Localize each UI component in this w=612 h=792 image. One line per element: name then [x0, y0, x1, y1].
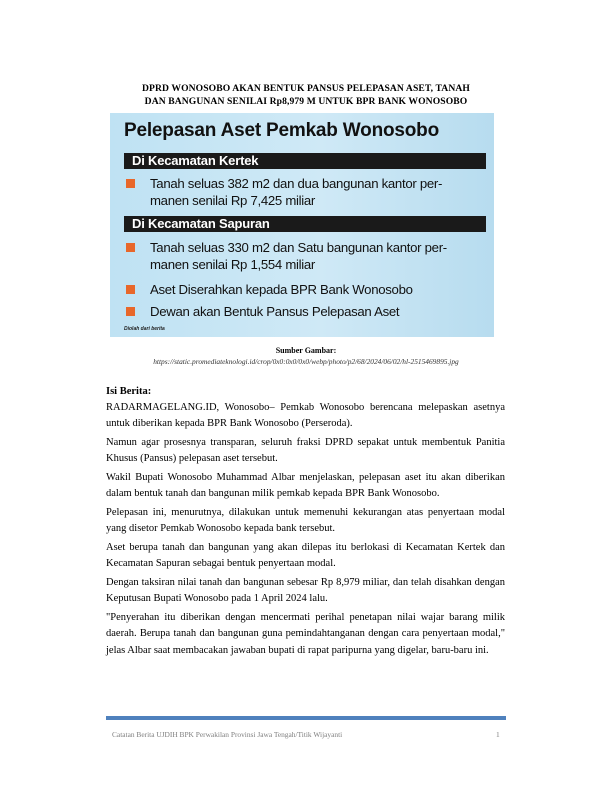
content-section-label: Isi Berita:: [106, 386, 152, 397]
paragraph: RADARMAGELANG.ID, Wonosobo– Pemkab Wonosobo berencana melepaskan asetnya untuk diberikan kepada BPR Bank Wonosobo (Perseroda).: [106, 402, 505, 430]
item3-text: Aset Diserahkan kepada BPR Bank Wonosobo: [150, 282, 413, 297]
infographic-heading: Pelepasan Aset Pemkab Wonosobo: [124, 120, 439, 141]
article-title: [100, 82, 512, 108]
item1-line2: manen senilai Rp 7,425 miliar: [150, 193, 316, 208]
item4-text: Dewan akan Bentuk Pansus Pelepasan Aset: [150, 304, 400, 319]
orange-square-bullet-icon: [126, 243, 135, 252]
infographic-item-handover: [124, 281, 484, 298]
infographic-item-kertek: [124, 175, 484, 209]
infographic-image: [110, 113, 494, 337]
footer-divider: [106, 716, 506, 720]
item2-line1: Tanah seluas 330 m2 dan Satu bangunan kantor per-: [150, 240, 447, 255]
item2-line2: manen senilai Rp 1,554 miliar: [150, 257, 316, 272]
infographic-item-pansus: [124, 303, 484, 320]
orange-square-bullet-icon: [126, 179, 135, 188]
image-source-url[interactable]: https://static.promediateknologi.id/crop/0x0:0x0/0x0/webp/photo/p2/68/2024/06/02/hl-2515469895.jpg: [153, 357, 459, 366]
paragraph: Wakil Bupati Wonosobo Muhammad Albar menjelaskan, pelepasan aset itu akan diberikan dalam bentuk tanah dan bangunan milik pemkab kepada BPR Bank Wonosobo.: [106, 472, 505, 500]
infographic-item-sapuran: [124, 239, 484, 273]
item1-line1: Tanah seluas 382 m2 dan dua bangunan kantor per-: [150, 176, 443, 191]
title-line-1: DPRD WONOSOBO AKAN BENTUK PANSUS PELEPASAN ASET, TANAH: [142, 83, 470, 94]
section-bar-kertek: [124, 153, 486, 169]
paragraph: Aset berupa tanah dan bangunan yang akan dilepas itu berlokasi di Kecamatan Kertek dan Kecamatan Sapuran sebagai bentuk penyertaan modal.: [106, 542, 505, 570]
orange-square-bullet-icon: [126, 285, 135, 294]
paragraph: Namun agar prosesnya transparan, seluruh fraksi DPRD sepakat untuk membentuk Panitia Khusus (Pansus) pelepasan aset tersebut.: [106, 437, 505, 465]
paragraph: Dengan taksiran nilai tanah dan bangunan sebesar Rp 8,979 miliar, dan telah disahkan dengan Keputusan Bupati Wonosobo pada 1 April 2024 lalu.: [106, 577, 505, 605]
article-body: [106, 400, 505, 661]
paragraph: "Penyerahan itu diberikan dengan mencermati perihal penetapan nilai wajar barang milik daerah. Berupa tanah dan bangunan guna pemindahtanganan dengan cara penyertaan modal," jelas Albar saat membacakan jawaban bupati di rapat paripurna yang digelar, baru-baru ini.: [106, 612, 505, 656]
footer-text: Catatan Berita UJDIH BPK Perwakilan Provinsi Jawa Tengah/Titik Wijayanti: [112, 730, 343, 739]
section-bar-sapuran: [124, 216, 486, 232]
section-label-sapuran: Di Kecamatan Sapuran: [132, 216, 270, 231]
image-source-label: Sumber Gambar:: [275, 346, 337, 355]
paragraph: Pelepasan ini, menurutnya, dilakukan untuk memenuhi kekurangan atas penyertaan modal yang disetor Pemkab Wonosobo kepada bank tersebut.: [106, 507, 505, 535]
infographic-credit: Diolah dari berita: [124, 326, 165, 332]
section-label-kertek: Di Kecamatan Kertek: [132, 153, 259, 168]
orange-square-bullet-icon: [126, 307, 135, 316]
page-number: 1: [496, 730, 500, 739]
title-line-2: DAN BANGUNAN SENILAI Rp8,979 M UNTUK BPR BANK WONOSOBO: [144, 96, 468, 107]
